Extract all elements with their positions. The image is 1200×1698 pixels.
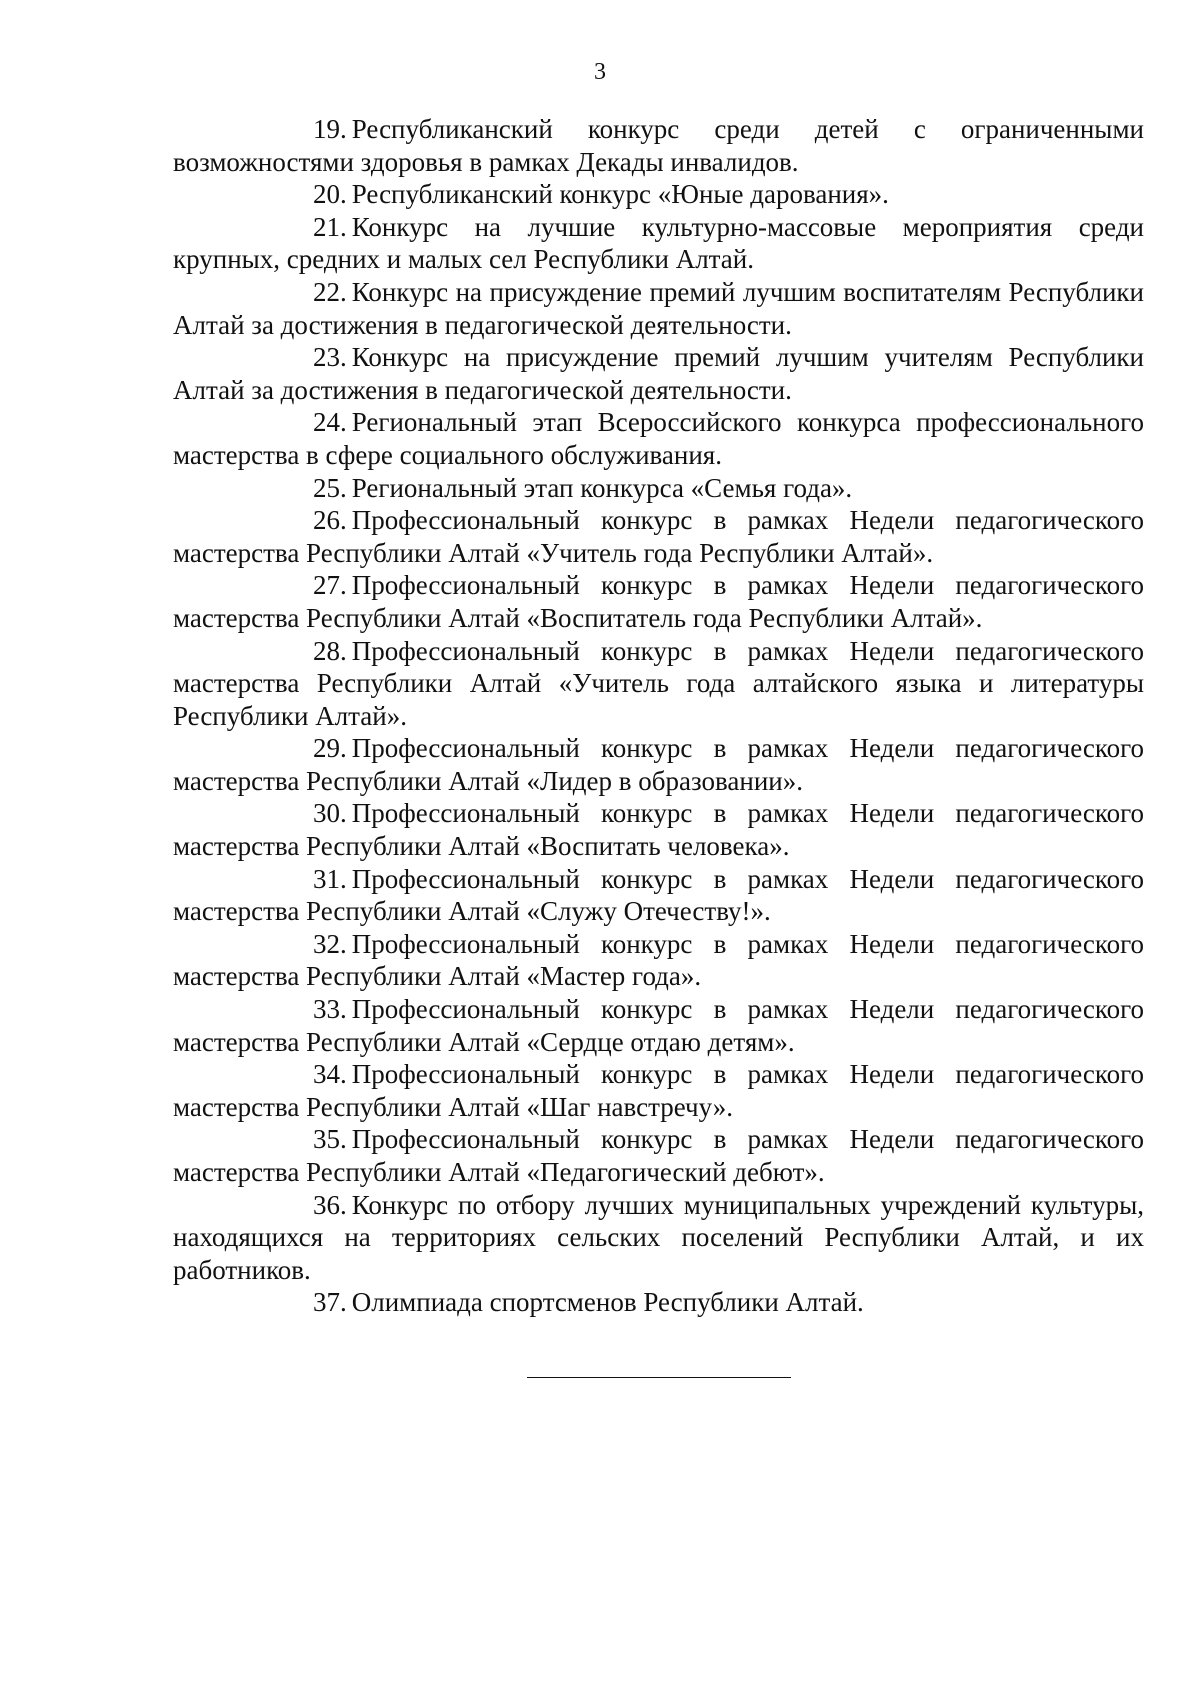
item-text: Профессиональный конкурс в рамках Недели педагогического мастерства Республики Алтай «Служу Отечеству!». — [173, 863, 1144, 927]
list-item — [173, 211, 1144, 276]
list-item — [173, 178, 1144, 211]
item-number: 35. — [313, 1124, 347, 1155]
list-item — [173, 472, 1144, 505]
item-text: Конкурс на присуждение премий лучшим учителям Республики Алтай за достижения в педагогической деятельности. — [173, 342, 1144, 405]
list-item — [173, 732, 1144, 797]
item-text: Конкурс на лучшие культурно-массовые мероприятия среди крупных, средних и малых сел Республики Алтай. — [173, 211, 1144, 275]
item-number: 23. — [313, 342, 347, 373]
item-number: 25. — [313, 472, 347, 503]
list-item — [173, 1058, 1144, 1123]
list-item — [173, 406, 1144, 471]
item-number: 27. — [313, 570, 347, 601]
item-text: Профессиональный конкурс в рамках Недели педагогического мастерства Республики Алтай «Учитель года алтайского языка и литературы Республики Алтай». — [173, 635, 1144, 731]
item-text: Республиканский конкурс среди детей с ограниченными возможностями здоровья в рамках Декады инвалидов. — [173, 114, 1144, 177]
list-item — [173, 993, 1144, 1058]
item-number: 29. — [313, 733, 347, 764]
list-item — [173, 797, 1144, 862]
item-text: Профессиональный конкурс в рамках Недели педагогического мастерства Республики Алтай «Воспитать человека». — [173, 798, 1144, 862]
item-text: Профессиональный конкурс в рамках Недели педагогического мастерства Республики Алтай «Лидер в образовании». — [173, 733, 1144, 796]
item-text: Профессиональный конкурс в рамках Недели педагогического мастерства Республики Алтай «Мастер года». — [173, 928, 1144, 992]
list-item — [173, 504, 1144, 569]
item-number: 37. — [313, 1287, 347, 1318]
list-item — [173, 1286, 1144, 1319]
item-text: Конкурс по отбору лучших муниципальных учреждений культуры, находящихся на территориях сельских поселений Республики Алтай, и их работников. — [173, 1189, 1144, 1285]
list-item — [173, 113, 1144, 178]
item-number: 24. — [313, 407, 347, 438]
list-item — [173, 928, 1144, 993]
item-text: Профессиональный конкурс в рамках Недели педагогического мастерства Республики Алтай «Воспитатель года Республики Алтай». — [173, 570, 1144, 633]
item-number: 19. — [313, 114, 347, 144]
list-item — [173, 569, 1144, 634]
item-text: Республиканский конкурс «Юные дарования». — [351, 179, 889, 210]
item-text: Региональный этап конкурса «Семья года». — [351, 472, 853, 503]
competition-list — [173, 113, 1144, 1319]
item-number: 20. — [313, 179, 347, 210]
item-number: 31. — [313, 863, 347, 894]
item-number: 33. — [313, 994, 347, 1025]
item-number: 26. — [313, 505, 347, 536]
item-text: Профессиональный конкурс в рамках Недели педагогического мастерства Республики Алтай «Учитель года Республики Алтай». — [173, 505, 1144, 568]
list-item — [173, 863, 1144, 928]
item-text: Профессиональный конкурс в рамках Недели педагогического мастерства Республики Алтай «Шаг навстречу». — [173, 1059, 1144, 1122]
item-number: 36. — [313, 1189, 347, 1220]
item-text: Профессиональный конкурс в рамках Недели педагогического мастерства Республики Алтай «Педагогический дебют». — [173, 1124, 1144, 1187]
list-item — [173, 635, 1144, 733]
page-number: 3 — [594, 59, 606, 85]
list-item — [173, 276, 1144, 341]
item-text: Региональный этап Всероссийского конкурса профессионального мастерства в сфере социального обслуживания. — [173, 407, 1144, 470]
item-number: 22. — [313, 276, 347, 307]
item-text: Конкурс на присуждение премий лучшим воспитателям Республики Алтай за достижения в педагогической деятельности. — [173, 276, 1144, 340]
list-item — [173, 341, 1144, 406]
item-number: 34. — [313, 1059, 347, 1090]
item-number: 28. — [313, 635, 347, 666]
list-item — [173, 1123, 1144, 1188]
item-text: Профессиональный конкурс в рамках Недели педагогического мастерства Республики Алтай «Сердце отдаю детям». — [173, 994, 1144, 1057]
item-number: 21. — [313, 211, 347, 242]
item-number: 30. — [313, 798, 347, 829]
list-item — [173, 1189, 1144, 1287]
closing-rule-divider — [527, 1377, 791, 1378]
item-text: Олимпиада спортсменов Республики Алтай. — [351, 1287, 864, 1318]
item-number: 32. — [313, 928, 347, 959]
